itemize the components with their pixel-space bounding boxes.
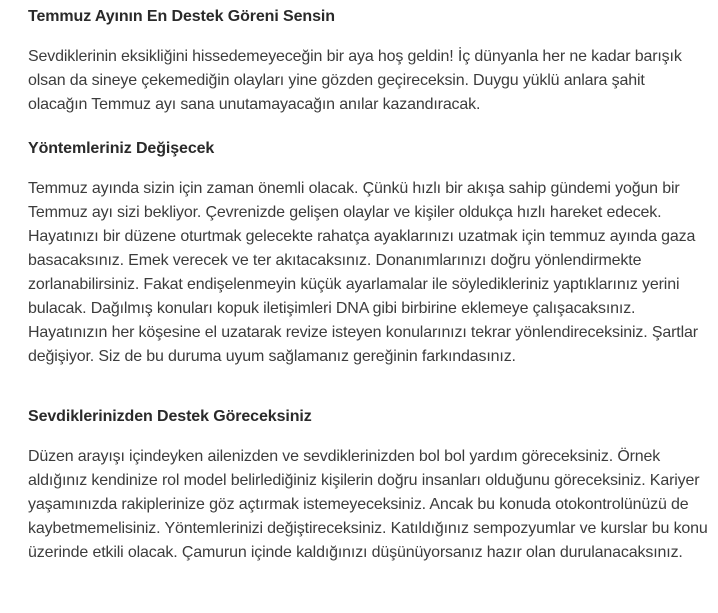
section-paragraph-2: Temmuz ayında sizin için zaman önemli olacak. Çünkü hızlı bir akışa sahip gündemi yoğun bir Temmuz ayı sizi bekliyor. Çevrenizde gelişen olaylar ve kişiler oldukça hızlı hareket edecek. Hayatınızı bir düzene oturtmak gelecekte rahatça ayaklarınızı uzatmak için temmuz ayında gaza basacaksınız. Emek verecek ve ter akıtacaksınız. Donanımlarınızı doğru yönlendirmekte zorlanabilirsiniz. Fakat endişelenmeyin küçük ayarlamalar ile söyledikleriniz yaptıklarınız yerini bulacak. Dağılmış konuları kopuk iletişimleri DNA gibi birbirine eklemeye çalışacaksınız. Hayatınızın her köşesine el uzatarak revize isteyen konularınızı tekrar yönlendireceksiniz. Şartlar değişiyor. Siz de bu duruma uyum sağlamanız gereğinin farkındasınız. bbox=[28, 180, 698, 365]
section-heading-3: Sevdiklerinizden Destek Göreceksiniz bbox=[28, 408, 312, 425]
section-paragraph-3: Düzen arayışı içindeyken ailenizden ve sevdiklerinizden bol bol yardım göreceksiniz. Örnek aldığınız kendinize rol model belirlediğiniz kişilerin doğru insanları olduğunu göreceksiniz. Kariyer yaşamınızda rakiplerinize göz açtırmak istemeyeceksiniz. Ancak bu konuda otokontrolünüzü de kaybetmemelisiniz. Yöntemlerinizi değiştireceksiniz. Katıldığınız sempozyumlar ve kurslar bu konu üzerinde etkili olacak. Çamurun içinde kaldığınızı düşünüyorsanız hazır olan durulanacaksınız. bbox=[28, 448, 708, 561]
section-heading-1: Temmuz Ayının En Destek Göreni Sensin bbox=[28, 8, 335, 25]
section-paragraph-1: Sevdiklerinin eksikliğini hissedemeyeceğin bir aya hoş geldin! İç dünyanla her ne kadar barışık olsan da sineye çekemediğin olayları yine gözden geçireceksin. Duygu yüklü anlara şahit olacağın Temmuz ayı sana unutamayacağın anılar kazandıracak. bbox=[28, 48, 682, 113]
section-heading-2: Yöntemleriniz Değişecek bbox=[28, 140, 215, 157]
